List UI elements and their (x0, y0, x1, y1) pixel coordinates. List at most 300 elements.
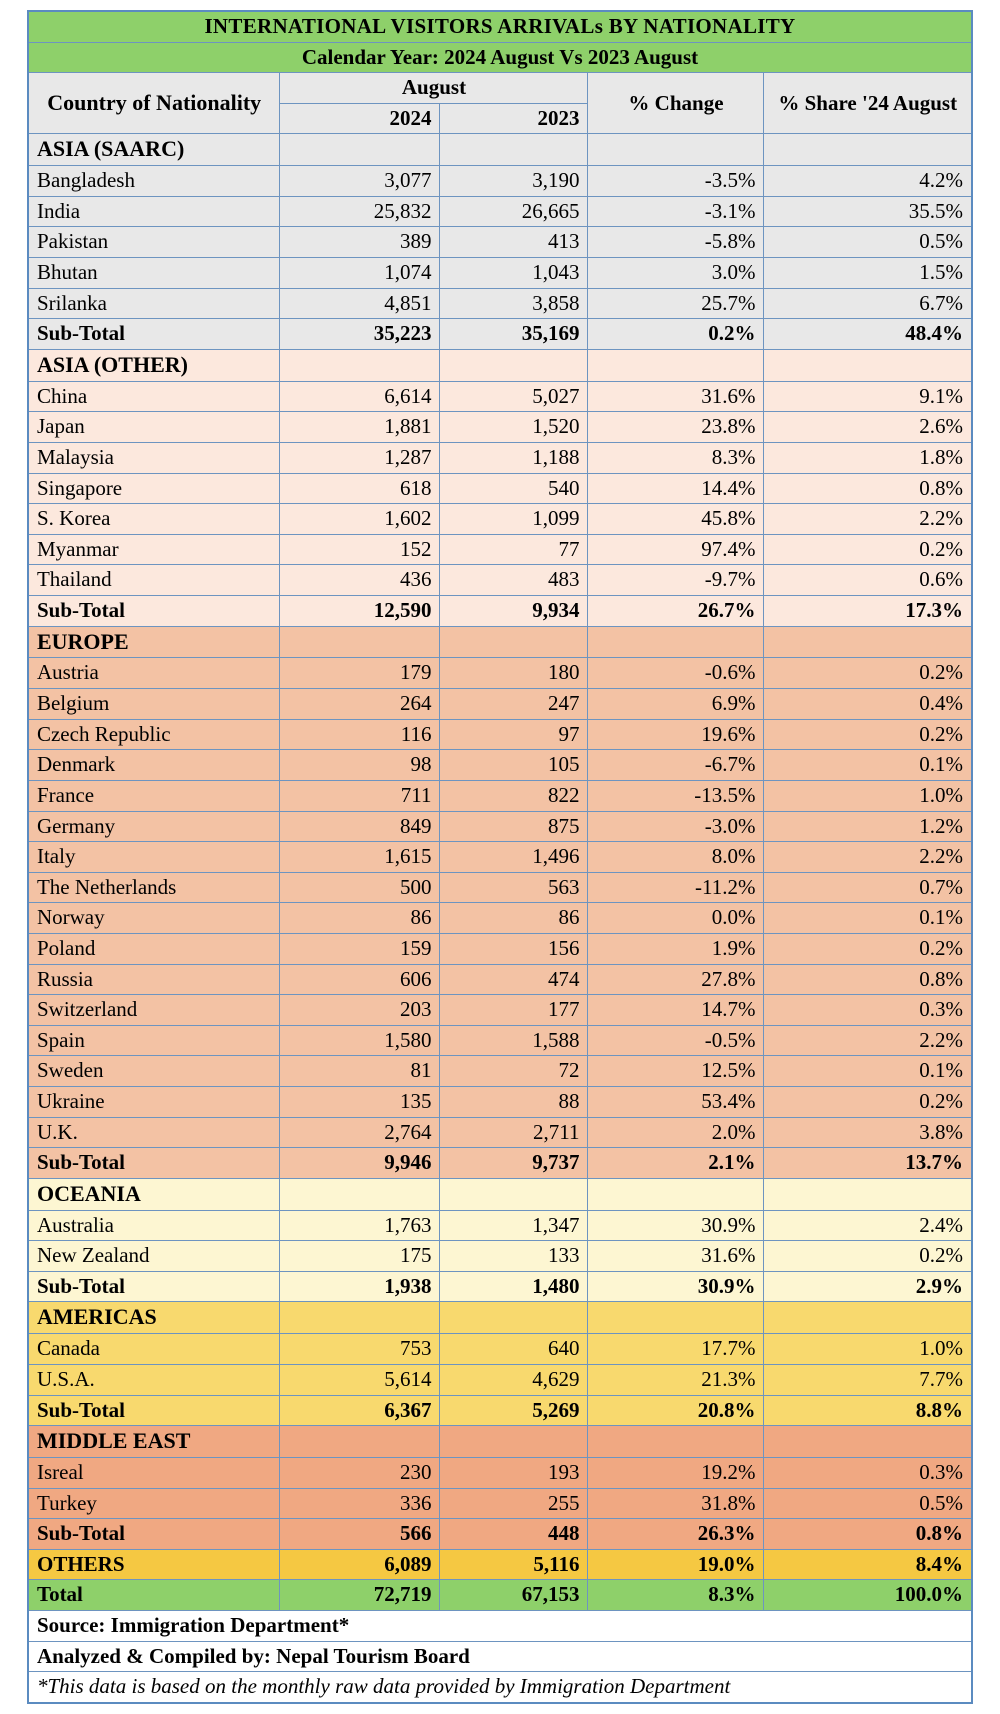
value-share (764, 1302, 972, 1334)
value-share: 35.5% (764, 196, 972, 227)
value-2023: 1,480 (440, 1271, 588, 1302)
value-change: 97.4% (588, 534, 764, 565)
group-header-row (28, 1178, 972, 1210)
group-label: ASIA (SAARC) (28, 134, 280, 166)
subtotal-row (28, 596, 972, 627)
value-share: 0.2% (764, 933, 972, 964)
table-row (28, 473, 972, 504)
value-2024: 81 (280, 1056, 440, 1087)
group-header-row (28, 626, 972, 658)
value-share: 0.2% (764, 719, 972, 750)
value-2024: 3,077 (280, 166, 440, 197)
value-2023: 193 (440, 1457, 588, 1488)
value-change: 21.3% (588, 1364, 764, 1395)
value-2024: 1,763 (280, 1210, 440, 1241)
value-2023: 1,188 (440, 442, 588, 473)
table-row (28, 166, 972, 197)
table-row (28, 504, 972, 535)
value-2024: 1,287 (280, 442, 440, 473)
value-share: 4.2% (764, 166, 972, 197)
group-label: AMERICAS (28, 1302, 280, 1334)
value-share: 0.6% (764, 565, 972, 596)
value-2023: 1,099 (440, 504, 588, 535)
value-change: 53.4% (588, 1086, 764, 1117)
value-2024: 12,590 (280, 596, 440, 627)
value-2024: 6,367 (280, 1395, 440, 1426)
value-2023: 563 (440, 872, 588, 903)
value-share: 100.0% (764, 1580, 972, 1611)
table-row (28, 1457, 972, 1488)
value-share: 0.2% (764, 1086, 972, 1117)
value-change (588, 349, 764, 381)
value-2023: 180 (440, 658, 588, 689)
country-name: Russia (28, 964, 280, 995)
table-row (28, 689, 972, 720)
value-share: 0.2% (764, 534, 972, 565)
value-2024 (280, 1426, 440, 1458)
value-2024: 25,832 (280, 196, 440, 227)
value-2023 (440, 1426, 588, 1458)
country-name: Australia (28, 1210, 280, 1241)
value-share: 2.6% (764, 412, 972, 443)
footer-note-row (28, 1672, 972, 1703)
value-2023: 5,027 (440, 381, 588, 412)
footer-source-row (28, 1611, 972, 1642)
value-share: 8.8% (764, 1395, 972, 1426)
value-change: 25.7% (588, 288, 764, 319)
value-change: -0.6% (588, 658, 764, 689)
value-change: -3.5% (588, 166, 764, 197)
value-change: 3.0% (588, 258, 764, 289)
value-share: 0.8% (764, 473, 972, 504)
value-share: 17.3% (764, 596, 972, 627)
table-row (28, 842, 972, 873)
group-label: MIDDLE EAST (28, 1426, 280, 1458)
value-2024: 753 (280, 1334, 440, 1365)
table-row (28, 811, 972, 842)
value-2023: 133 (440, 1241, 588, 1272)
footer-source: Source: Immigration Department* (28, 1611, 972, 1642)
footer-note: *This data is based on the monthly raw data provided by Immigration Department (28, 1672, 972, 1703)
value-change (588, 1426, 764, 1458)
group-label: ASIA (OTHER) (28, 349, 280, 381)
table-row (28, 995, 972, 1026)
value-2023: 4,629 (440, 1364, 588, 1395)
table-row (28, 227, 972, 258)
table-row (28, 1117, 972, 1148)
value-share: 0.4% (764, 689, 972, 720)
value-2023: 255 (440, 1488, 588, 1519)
subtotal-row (28, 1549, 972, 1580)
country-name: Sub-Total (28, 319, 280, 350)
value-2024: 1,938 (280, 1271, 440, 1302)
country-name: U.K. (28, 1117, 280, 1148)
group-header-row (28, 134, 972, 166)
value-change: 2.0% (588, 1117, 764, 1148)
value-share (764, 1178, 972, 1210)
group-header-row (28, 1426, 972, 1458)
value-change: -13.5% (588, 780, 764, 811)
country-name: U.S.A. (28, 1364, 280, 1395)
value-share: 0.3% (764, 1457, 972, 1488)
value-2024: 179 (280, 658, 440, 689)
table-row (28, 1334, 972, 1365)
value-2023 (440, 349, 588, 381)
value-2023: 97 (440, 719, 588, 750)
value-2023: 88 (440, 1086, 588, 1117)
value-2023: 26,665 (440, 196, 588, 227)
value-change: 23.8% (588, 412, 764, 443)
value-share: 13.7% (764, 1148, 972, 1179)
value-2024: 72,719 (280, 1580, 440, 1611)
value-share: 0.2% (764, 658, 972, 689)
value-share: 0.8% (764, 1519, 972, 1550)
table-row (28, 534, 972, 565)
table-row (28, 780, 972, 811)
footer-analyzed-by: Analyzed & Compiled by: Nepal Tourism Board (28, 1641, 972, 1672)
country-name: S. Korea (28, 504, 280, 535)
value-2023 (440, 1178, 588, 1210)
subtotal-row (28, 1271, 972, 1302)
value-2023: 77 (440, 534, 588, 565)
value-2023: 1,347 (440, 1210, 588, 1241)
value-change (588, 1178, 764, 1210)
value-2024: 116 (280, 719, 440, 750)
value-2023: 177 (440, 995, 588, 1026)
column-header-month: August (280, 73, 588, 104)
value-change: 0.2% (588, 319, 764, 350)
value-2023: 1,520 (440, 412, 588, 443)
value-2024: 5,614 (280, 1364, 440, 1395)
value-2024: 436 (280, 565, 440, 596)
value-2023: 2,711 (440, 1117, 588, 1148)
value-2024 (280, 626, 440, 658)
value-2024: 159 (280, 933, 440, 964)
value-change (588, 1302, 764, 1334)
country-name: OTHERS (28, 1549, 280, 1580)
table-row (28, 412, 972, 443)
value-change: 12.5% (588, 1056, 764, 1087)
value-2023 (440, 1302, 588, 1334)
value-change: 17.7% (588, 1334, 764, 1365)
country-name: Austria (28, 658, 280, 689)
country-name: Czech Republic (28, 719, 280, 750)
visitor-arrivals-table (27, 10, 973, 1704)
group-header-row (28, 1302, 972, 1334)
country-name: Ukraine (28, 1086, 280, 1117)
value-2023: 3,858 (440, 288, 588, 319)
value-share: 9.1% (764, 381, 972, 412)
value-share: 0.8% (764, 964, 972, 995)
value-change: 14.7% (588, 995, 764, 1026)
value-2024: 6,089 (280, 1549, 440, 1580)
table-row (28, 719, 972, 750)
value-change: 19.2% (588, 1457, 764, 1488)
country-name: Sub-Total (28, 1395, 280, 1426)
value-share (764, 349, 972, 381)
value-share: 0.5% (764, 1488, 972, 1519)
value-2024: 606 (280, 964, 440, 995)
column-header-2023: 2023 (440, 103, 588, 134)
country-name: Singapore (28, 473, 280, 504)
value-share: 6.7% (764, 288, 972, 319)
value-change: -11.2% (588, 872, 764, 903)
value-change (588, 134, 764, 166)
value-change: 30.9% (588, 1210, 764, 1241)
country-name: Turkey (28, 1488, 280, 1519)
value-2023: 1,588 (440, 1025, 588, 1056)
value-2023: 540 (440, 473, 588, 504)
table-row (28, 964, 972, 995)
country-name: France (28, 780, 280, 811)
value-change: 1.9% (588, 933, 764, 964)
table-row (28, 381, 972, 412)
country-name: Isreal (28, 1457, 280, 1488)
value-share (764, 1426, 972, 1458)
value-change: 31.6% (588, 381, 764, 412)
value-change: 14.4% (588, 473, 764, 504)
value-share: 0.5% (764, 227, 972, 258)
value-2023 (440, 134, 588, 166)
value-2023: 35,169 (440, 319, 588, 350)
value-2024: 500 (280, 872, 440, 903)
value-change: 31.8% (588, 1488, 764, 1519)
value-2023: 1,043 (440, 258, 588, 289)
table-row (28, 565, 972, 596)
value-2024: 1,881 (280, 412, 440, 443)
table-title-row (28, 11, 972, 42)
country-name: Canada (28, 1334, 280, 1365)
value-2023: 86 (440, 903, 588, 934)
value-change: 8.0% (588, 842, 764, 873)
country-name: Malaysia (28, 442, 280, 473)
value-2023 (440, 626, 588, 658)
value-2024: 618 (280, 473, 440, 504)
value-2024: 175 (280, 1241, 440, 1272)
country-name: Total (28, 1580, 280, 1611)
country-name: Belgium (28, 689, 280, 720)
value-2023: 413 (440, 227, 588, 258)
value-2024: 849 (280, 811, 440, 842)
value-share: 1.8% (764, 442, 972, 473)
subtotal-row (28, 1580, 972, 1611)
value-share: 0.7% (764, 872, 972, 903)
value-2023: 72 (440, 1056, 588, 1087)
value-change: 27.8% (588, 964, 764, 995)
value-2024: 86 (280, 903, 440, 934)
subtotal-row (28, 1519, 972, 1550)
value-change: -5.8% (588, 227, 764, 258)
footer-analyzed-row (28, 1641, 972, 1672)
value-change (588, 626, 764, 658)
value-change: -3.0% (588, 811, 764, 842)
value-2024: 264 (280, 689, 440, 720)
column-header-country: Country of Nationality (28, 73, 280, 134)
page-title: INTERNATIONAL VISITORS ARRIVALs BY NATIONALITY (28, 11, 972, 42)
value-share: 2.2% (764, 1025, 972, 1056)
country-name: Denmark (28, 750, 280, 781)
subtotal-row (28, 319, 972, 350)
country-name: Switzerland (28, 995, 280, 1026)
subtotal-row (28, 1395, 972, 1426)
value-change: -6.7% (588, 750, 764, 781)
value-change: 26.3% (588, 1519, 764, 1550)
value-share: 7.7% (764, 1364, 972, 1395)
value-2023: 5,116 (440, 1549, 588, 1580)
country-name: India (28, 196, 280, 227)
value-2024: 336 (280, 1488, 440, 1519)
value-2024: 135 (280, 1086, 440, 1117)
value-change: -0.5% (588, 1025, 764, 1056)
value-change: -3.1% (588, 196, 764, 227)
value-change: -9.7% (588, 565, 764, 596)
value-2024: 711 (280, 780, 440, 811)
header-row-primary (28, 73, 972, 104)
value-2024: 4,851 (280, 288, 440, 319)
value-2023: 640 (440, 1334, 588, 1365)
column-header-2024: 2024 (280, 103, 440, 134)
column-header-change: % Change (588, 73, 764, 134)
value-2024: 35,223 (280, 319, 440, 350)
table-row (28, 1025, 972, 1056)
value-change: 2.1% (588, 1148, 764, 1179)
value-share: 8.4% (764, 1549, 972, 1580)
table-footer (28, 1611, 972, 1703)
value-2024: 152 (280, 534, 440, 565)
country-name: Bangladesh (28, 166, 280, 197)
value-2023: 67,153 (440, 1580, 588, 1611)
value-2023: 3,190 (440, 166, 588, 197)
country-name: Spain (28, 1025, 280, 1056)
country-name: Sub-Total (28, 1148, 280, 1179)
country-name: Poland (28, 933, 280, 964)
table-row (28, 933, 972, 964)
value-2024: 1,580 (280, 1025, 440, 1056)
value-change: 8.3% (588, 1580, 764, 1611)
page-subtitle: Calendar Year: 2024 August Vs 2023 August (28, 42, 972, 73)
value-share: 0.3% (764, 995, 972, 1026)
value-2024: 566 (280, 1519, 440, 1550)
value-change: 19.6% (588, 719, 764, 750)
value-share: 2.2% (764, 842, 972, 873)
value-share: 48.4% (764, 319, 972, 350)
group-label: EUROPE (28, 626, 280, 658)
country-name: Sub-Total (28, 1519, 280, 1550)
value-share: 2.4% (764, 1210, 972, 1241)
value-change: 0.0% (588, 903, 764, 934)
country-name: New Zealand (28, 1241, 280, 1272)
value-share: 3.8% (764, 1117, 972, 1148)
table-subtitle-row (28, 42, 972, 73)
value-2023: 875 (440, 811, 588, 842)
value-2024: 9,946 (280, 1148, 440, 1179)
table-row (28, 1210, 972, 1241)
country-name: Germany (28, 811, 280, 842)
value-2024: 2,764 (280, 1117, 440, 1148)
value-2023: 5,269 (440, 1395, 588, 1426)
value-change: 8.3% (588, 442, 764, 473)
value-share: 1.0% (764, 1334, 972, 1365)
table-row (28, 658, 972, 689)
value-2024: 1,602 (280, 504, 440, 535)
column-header-share: % Share '24 August (764, 73, 972, 134)
value-change: 19.0% (588, 1549, 764, 1580)
value-2024 (280, 349, 440, 381)
subtotal-row (28, 1148, 972, 1179)
value-2024 (280, 134, 440, 166)
table-body (28, 11, 972, 1611)
value-2024 (280, 1302, 440, 1334)
value-change: 20.8% (588, 1395, 764, 1426)
value-share: 0.1% (764, 903, 972, 934)
value-share: 2.2% (764, 504, 972, 535)
table-row (28, 750, 972, 781)
country-name: Japan (28, 412, 280, 443)
table-row (28, 872, 972, 903)
table-row (28, 258, 972, 289)
value-2024 (280, 1178, 440, 1210)
value-2023: 156 (440, 933, 588, 964)
table-row (28, 1086, 972, 1117)
value-share: 1.5% (764, 258, 972, 289)
table-row (28, 1488, 972, 1519)
country-name: The Netherlands (28, 872, 280, 903)
value-share: 1.2% (764, 811, 972, 842)
table-row (28, 1241, 972, 1272)
value-change: 31.6% (588, 1241, 764, 1272)
value-2023: 247 (440, 689, 588, 720)
value-share: 2.9% (764, 1271, 972, 1302)
value-2023: 9,934 (440, 596, 588, 627)
group-header-row (28, 349, 972, 381)
value-2024: 389 (280, 227, 440, 258)
value-share (764, 134, 972, 166)
country-name: Myanmar (28, 534, 280, 565)
value-2024: 1,074 (280, 258, 440, 289)
country-name: Thailand (28, 565, 280, 596)
value-2023: 9,737 (440, 1148, 588, 1179)
value-share: 0.2% (764, 1241, 972, 1272)
value-2024: 203 (280, 995, 440, 1026)
table-row (28, 1364, 972, 1395)
country-name: Sweden (28, 1056, 280, 1087)
country-name: Srilanka (28, 288, 280, 319)
country-name: Sub-Total (28, 596, 280, 627)
value-share: 1.0% (764, 780, 972, 811)
value-2024: 98 (280, 750, 440, 781)
table-row (28, 288, 972, 319)
value-2023: 483 (440, 565, 588, 596)
table-row (28, 1056, 972, 1087)
country-name: China (28, 381, 280, 412)
value-2023: 448 (440, 1519, 588, 1550)
table-row (28, 903, 972, 934)
group-label: OCEANIA (28, 1178, 280, 1210)
country-name: Norway (28, 903, 280, 934)
value-2023: 822 (440, 780, 588, 811)
value-change: 45.8% (588, 504, 764, 535)
country-name: Italy (28, 842, 280, 873)
value-2024: 1,615 (280, 842, 440, 873)
value-change: 30.9% (588, 1271, 764, 1302)
value-share: 0.1% (764, 750, 972, 781)
value-2023: 1,496 (440, 842, 588, 873)
value-2024: 6,614 (280, 381, 440, 412)
value-change: 26.7% (588, 596, 764, 627)
value-share (764, 626, 972, 658)
country-name: Pakistan (28, 227, 280, 258)
value-2023: 474 (440, 964, 588, 995)
